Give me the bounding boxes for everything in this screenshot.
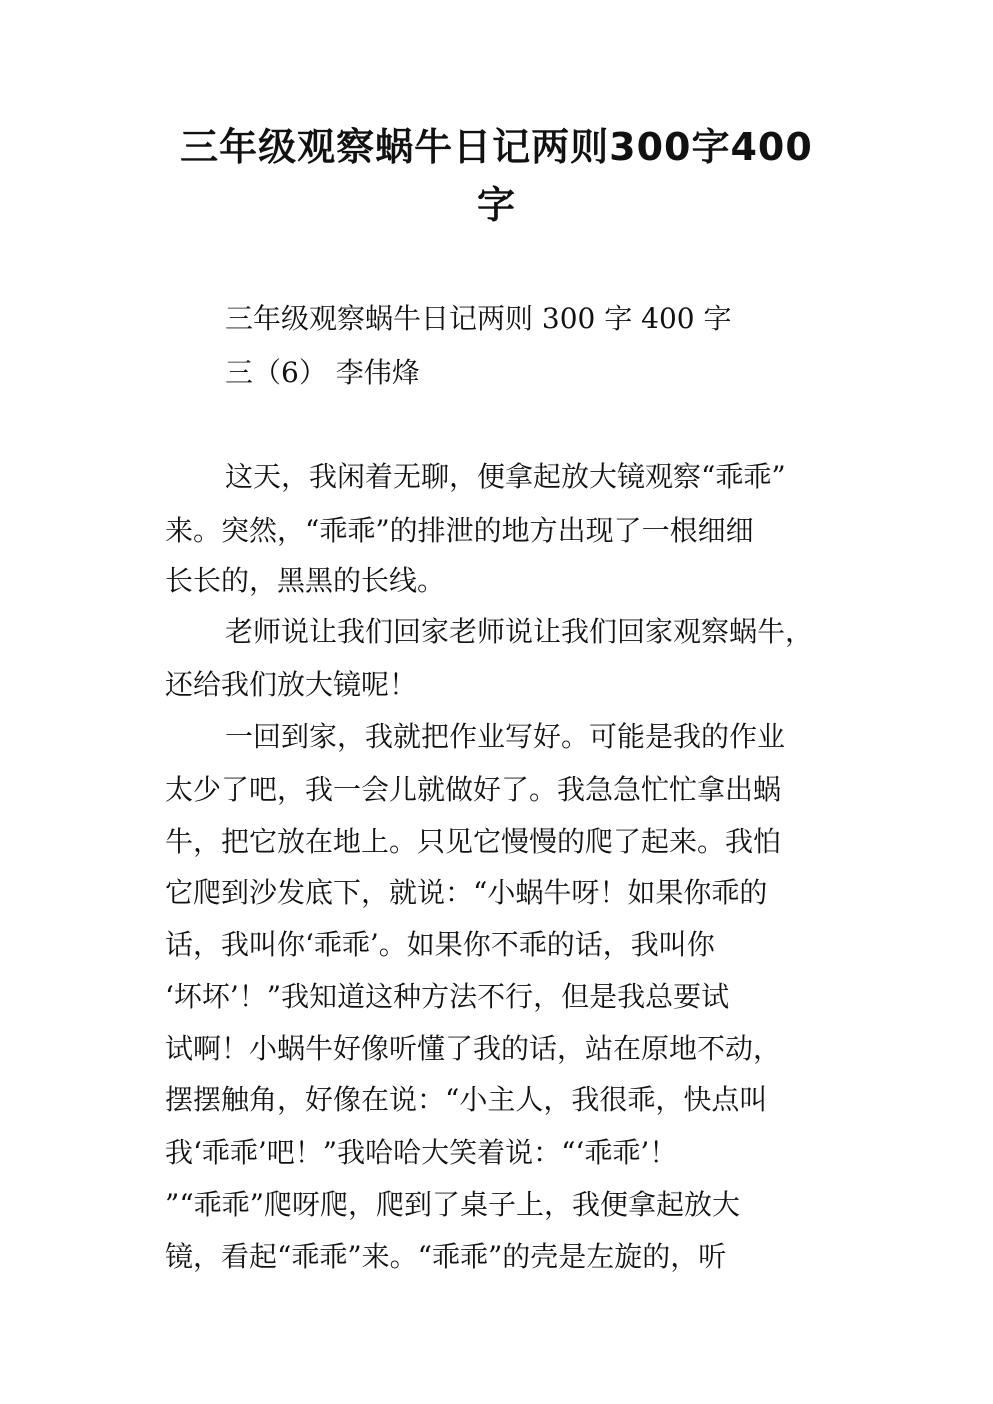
- paragraph-line: 话，我叫你‘乖乖’。如果你不乖的话，我叫你: [165, 928, 715, 961]
- document-title-text: 三年级观察蜗牛日记两则300字400 字: [180, 125, 813, 227]
- paragraph-line: ”“乖乖”爬呀爬，爬到了桌子上，我便拿起放大: [165, 1188, 740, 1221]
- paragraph-line: 摆摆触角，好像在说：“小主人，我很乖，快点叫: [165, 1083, 768, 1116]
- paragraph-line: 这天，我闲着无聊，便拿起放大镜观察“乖乖”: [225, 460, 786, 493]
- paragraph-line: 它爬到沙发底下，就说：“小蜗牛呀！如果你乖的: [165, 876, 768, 909]
- document-title: [150, 118, 843, 234]
- paragraph-line: 来。突然，“乖乖”的排泄的地方出现了一根细细: [165, 514, 754, 547]
- paragraph-line: 牛，把它放在地上。只见它慢慢的爬了起来。我怕: [165, 825, 782, 858]
- paragraph-line: 镜，看起“乖乖”来。“乖乖”的壳是左旋的，听: [165, 1240, 727, 1273]
- paragraph-line: 一回到家，我就把作业写好。可能是我的作业: [225, 720, 786, 753]
- subtitle-line: 三年级观察蜗牛日记两则 300 字 400 字: [225, 302, 732, 335]
- paragraph-line: ‘坏坏’！”我知道这种方法不行，但是我总要试: [165, 980, 730, 1013]
- paragraph-line: 老师说让我们回家老师说让我们回家观察蜗牛，: [225, 615, 814, 648]
- paragraph-line: 我‘乖乖’吧！”我哈哈大笑着说：“‘乖乖’！: [165, 1136, 678, 1169]
- paragraph-line: 试啊！小蜗牛好像听懂了我的话，站在原地不动，: [165, 1032, 782, 1065]
- paragraph-line: 太少了吧，我一会儿就做好了。我急急忙忙拿出蜗: [165, 773, 782, 806]
- paragraph-line: 还给我们放大镜呢！: [165, 668, 418, 701]
- author-line: 三（6） 李伟烽: [225, 356, 420, 389]
- paragraph-line: 长长的，黑黑的长线。: [165, 564, 446, 597]
